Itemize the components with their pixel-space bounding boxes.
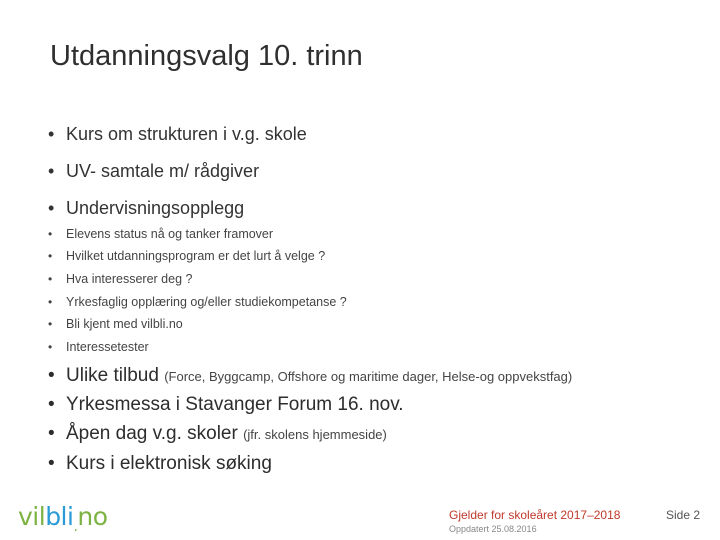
sub-bullet-text: Elevens status nå og tanker framover: [66, 227, 274, 241]
bullet-dot: •: [48, 272, 53, 286]
bullet-text-wrap: [66, 453, 272, 475]
bullet-dot: •: [48, 453, 55, 474]
logo-dot: .: [73, 519, 78, 535]
bullet-dot: •: [48, 161, 55, 181]
bullet-dot: •: [48, 340, 53, 354]
bullet-dot: •: [48, 394, 55, 415]
sub-bullet-text: Bli kjent med vilbli.no: [66, 317, 183, 331]
page-number: Side 2: [666, 508, 701, 522]
bullet-text: Undervisningsopplegg: [66, 198, 245, 218]
bullet-dot: •: [48, 249, 53, 263]
bullet-dot: •: [48, 124, 55, 144]
bullet-note: (jfr. skolens hjemmeside): [243, 427, 387, 442]
vilbli-logo[interactable]: [18, 502, 108, 535]
updated-date: Oppdatert 25.08.2016: [449, 524, 537, 534]
bullet-text: Kurs om strukturen i v.g. skole: [66, 124, 307, 144]
logo-part-bli: bli: [45, 502, 74, 531]
bullet-text: Kurs i elektronisk søking: [66, 453, 272, 474]
slide-title: Utdanningsvalg 10. trinn: [50, 40, 363, 72]
school-year-label: Gjelder for skoleåret 2017–2018: [449, 508, 621, 522]
bullet-dot: •: [48, 365, 55, 386]
sub-bullet-text: Hvilket utdanningsprogram er det lurt å velge ?: [66, 249, 326, 263]
bullet-dot: •: [48, 423, 55, 444]
bullet-text: UV- samtale m/ rådgiver: [66, 161, 260, 181]
bullet-text: Ulike tilbud: [66, 365, 159, 386]
bullet-text: Åpen dag v.g. skoler: [66, 423, 238, 444]
sub-bullet-text: Hva interesserer deg ?: [66, 272, 193, 286]
bullet-text: Yrkesmessa i Stavanger Forum 16. nov.: [66, 394, 404, 415]
bullet-text-wrap: [66, 423, 387, 445]
bullet-dot: •: [48, 198, 55, 218]
logo-part-no: no: [77, 502, 108, 531]
bullet-text-wrap: [66, 394, 404, 416]
logo-part-vil: vil: [18, 502, 46, 531]
bullet-note: (Force, Byggcamp, Offshore og maritime dager, Helse-og oppvekstfag): [164, 369, 573, 384]
bullet-dot: •: [48, 227, 53, 241]
bullet-text-wrap: [66, 365, 572, 387]
bullet-dot: •: [48, 317, 53, 331]
sub-bullet-text: Yrkesfaglig opplæring og/eller studiekompetanse ?: [66, 295, 347, 309]
sub-bullet-text: Interessetester: [66, 340, 149, 354]
bullet-dot: •: [48, 295, 53, 309]
